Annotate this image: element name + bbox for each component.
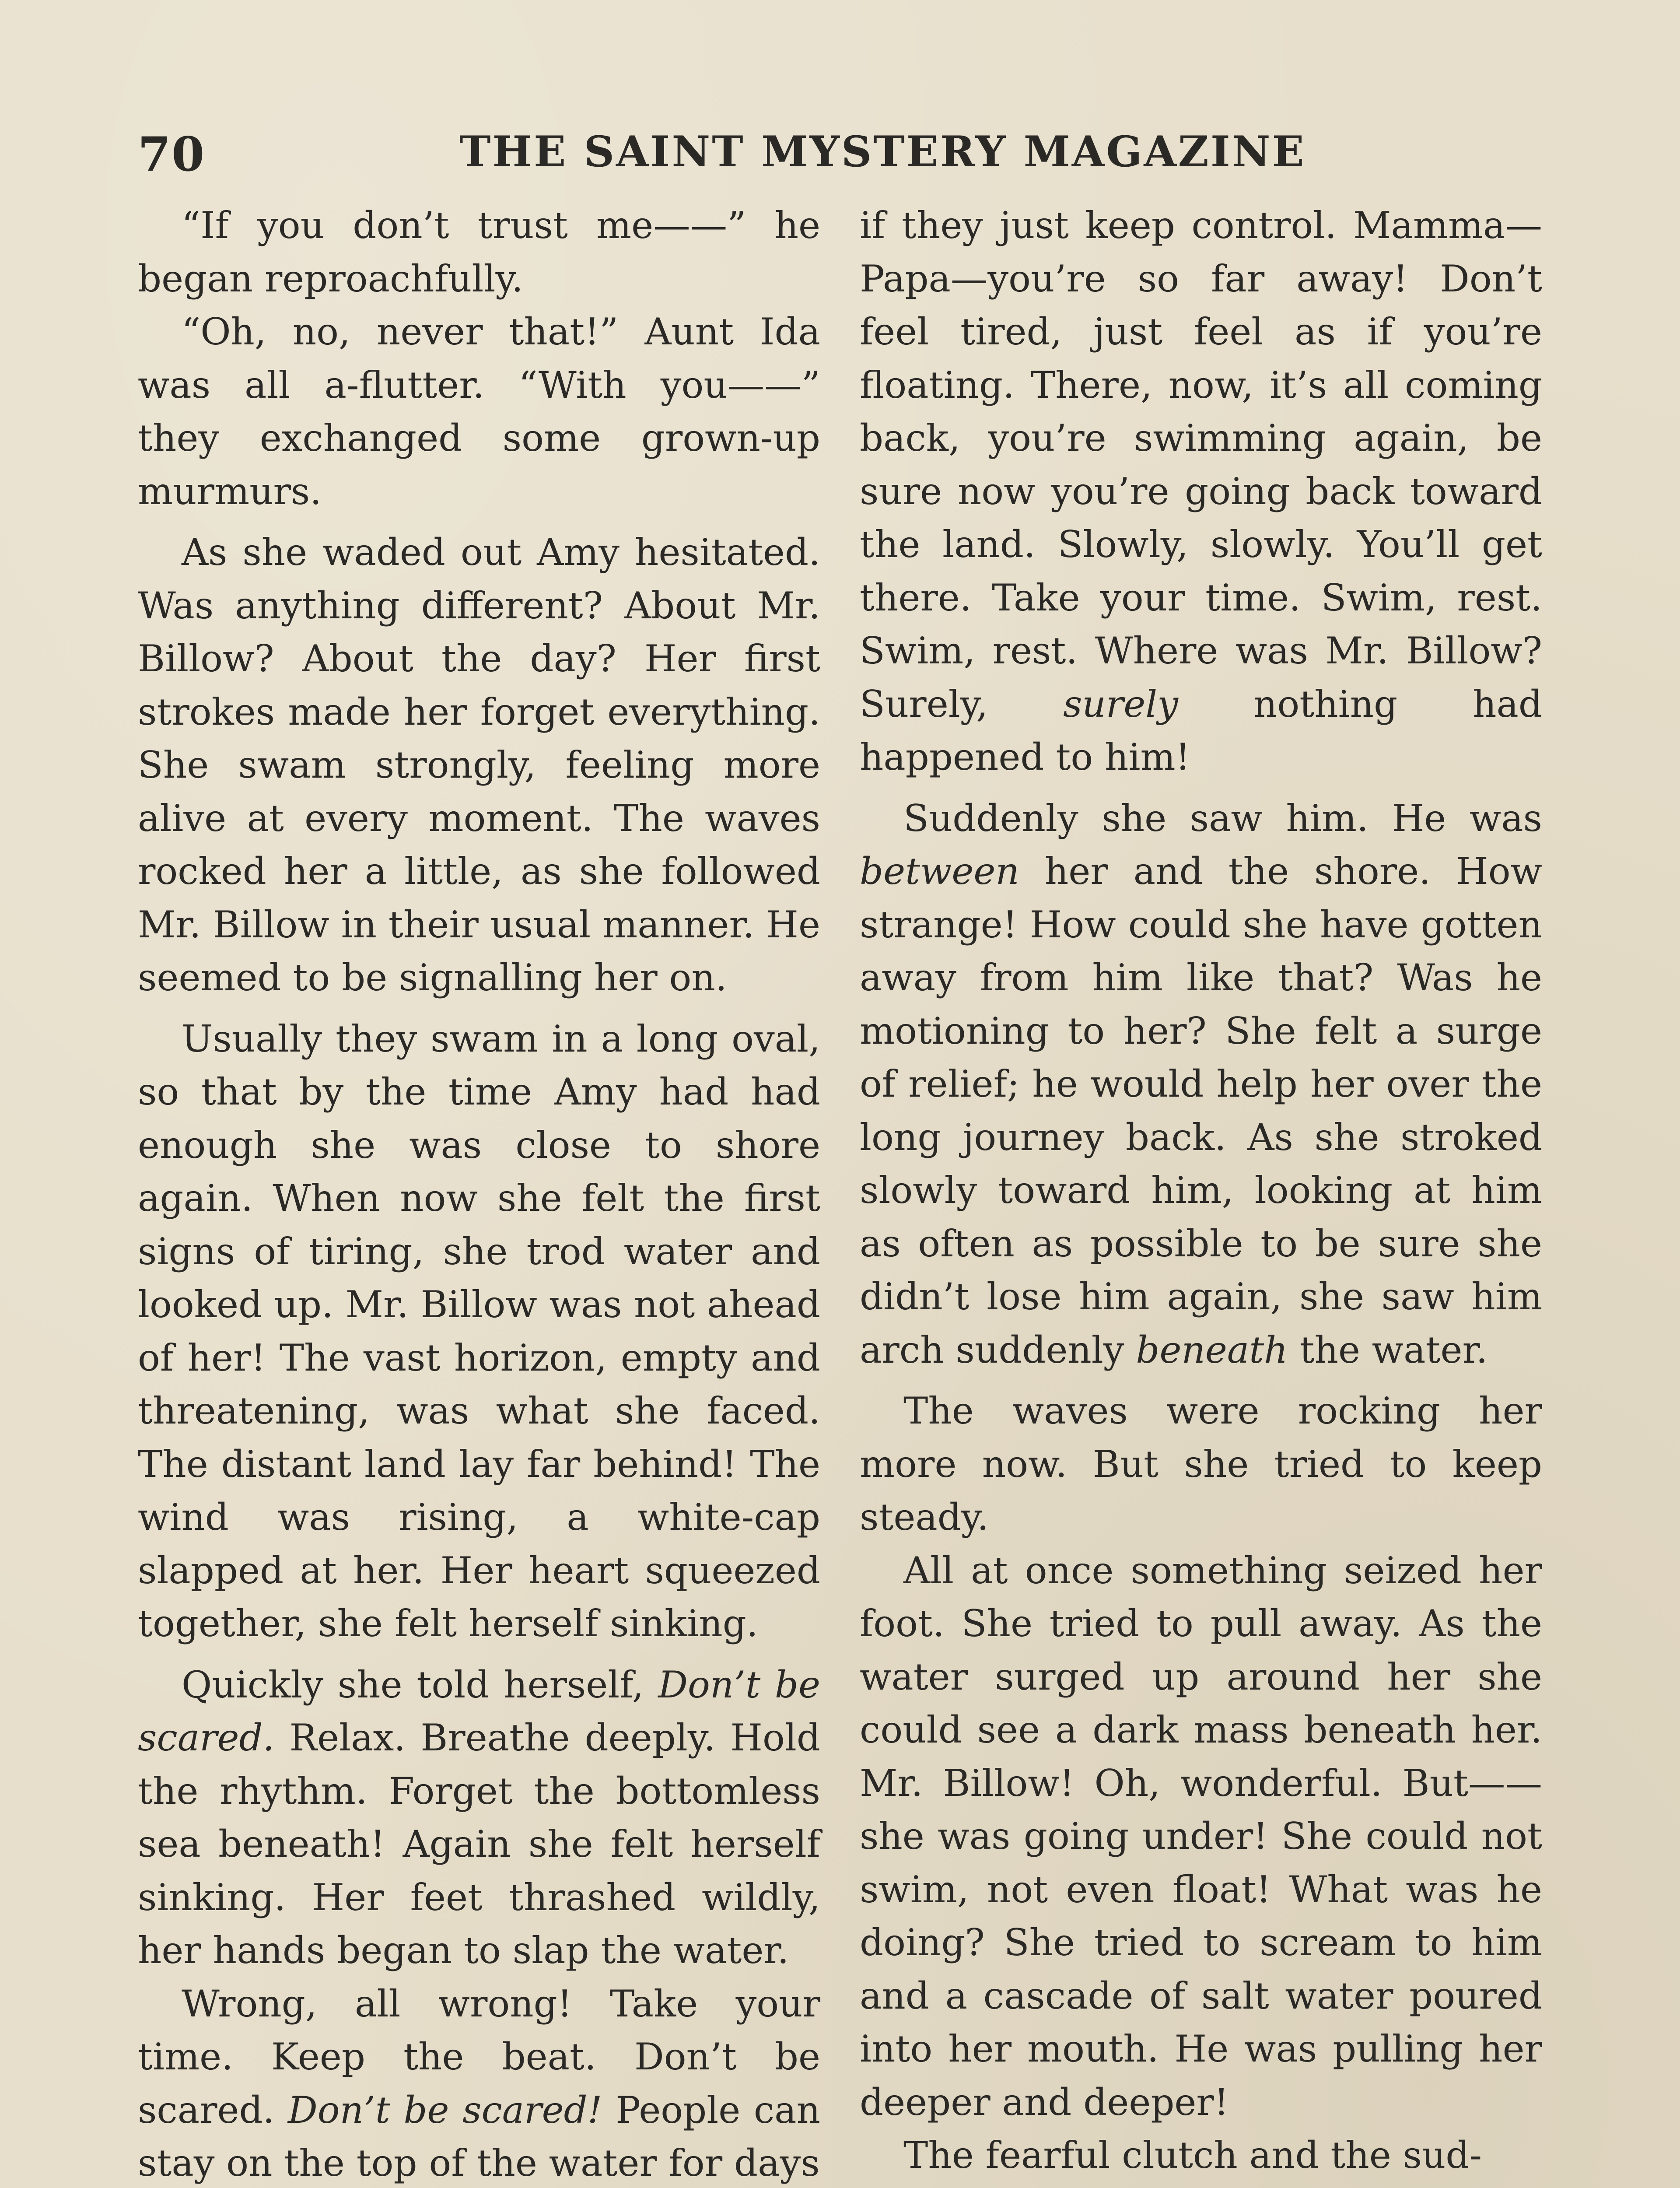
paragraph <box>860 792 1542 1377</box>
page-number: 70 <box>138 127 206 182</box>
italic-text: between <box>860 850 1019 893</box>
page-header <box>138 127 1306 188</box>
paragraph: Usually they swam in a long oval, so that by the time Amy had had enough she was close to shore again. When now she felt the first signs of tiring, she trod water and looked up. Mr. Billow was not ahead of her! The vast horizon, empty and threatening, was what she faced. The distant land lay far behind! The wind was rising, a white-cap slapped at her. Her heart squeezed together, she felt herself sinking. <box>138 1017 820 1645</box>
text-run: if they just keep control. Mamma—Papa—you’re so far away! Don’t feel tired, just feel as if you’re floating. There, now, it’s all coming back, you’re swimming again, be sure now you’re going back toward the land. Slowly, slowly. You’ll get there. Take your time. Swim, rest. Swim, rest. Where was Mr. Billow? Surely, <box>860 204 1542 726</box>
text-run: Relax. Breathe deeply. Hold the rhythm. Forget the bottomless sea beneath! Again she felt herself sinking. Her feet thrashed wildly, her hands began to slap the water. <box>138 1716 820 1972</box>
text-run: the water. <box>1288 1328 1488 1371</box>
italic-text: surely <box>1063 682 1179 726</box>
italic-text: beneath <box>1136 1328 1288 1371</box>
right-column <box>860 199 1542 2182</box>
paragraph <box>860 199 1542 784</box>
paragraph: The waves were rocking her more now. But she tried to keep steady. <box>860 1389 1542 1539</box>
italic-text: Don’t be scared. <box>138 1663 820 1759</box>
paragraph: All at once something seized her foot. She tried to pull away. As the water surged up around her she could see a dark mass beneath her. Mr. Billow! Oh, wonderful. But—— she was going under! She could not swim, not even float! What was he doing? She tried to scream to him and a cascade of salt water poured into her mouth. He was pulling her deeper and deeper! <box>860 1549 1542 2124</box>
text-run: Wrong, all wrong! Take your time. Keep the beat. Don’t be scared. <box>138 1982 820 2132</box>
paragraph: The fearful clutch and the sud- <box>903 2134 1482 2177</box>
paragraph: “If you don’t trust me——” he began reproachfully. <box>138 204 820 300</box>
paragraph <box>138 1659 820 1978</box>
text-run: nothing had happened to him! <box>860 682 1542 778</box>
paragraph <box>138 1978 820 2188</box>
paragraph: “Oh, no, never that!” Aunt Ida was all a-flutter. “With you——” they exchanged some grown-up murmurs. <box>138 310 820 513</box>
text-run: Suddenly she saw him. He was <box>903 796 1542 840</box>
text-run: People can stay on the top of the water for days <box>138 2088 820 2184</box>
italic-text: Don’t be scared! <box>288 2088 602 2132</box>
text-run: her and the shore. How strange! How could she have gotten away from him like that? Was he motioning to her? She felt a surge of relief; he would help her over the long journey back. As she stroked slowly toward him, looking at him as often as possible to be sure she didn’t lose him again, she saw him arch suddenly <box>860 850 1542 1371</box>
paragraph: As she waded out Amy hesitated. Was anything different? About Mr. Billow? About the day? Her first strokes made her forget everything. She swam strongly, feeling more alive at every moment. The waves rocked her a little, as she followed Mr. Billow in their usual manner. He seemed to be signalling her on. <box>138 531 820 999</box>
text-run: Quickly she told herself, <box>182 1663 658 1706</box>
left-column <box>138 199 820 2188</box>
magazine-title: THE SAINT MYSTERY MAGAZINE <box>459 127 1306 176</box>
